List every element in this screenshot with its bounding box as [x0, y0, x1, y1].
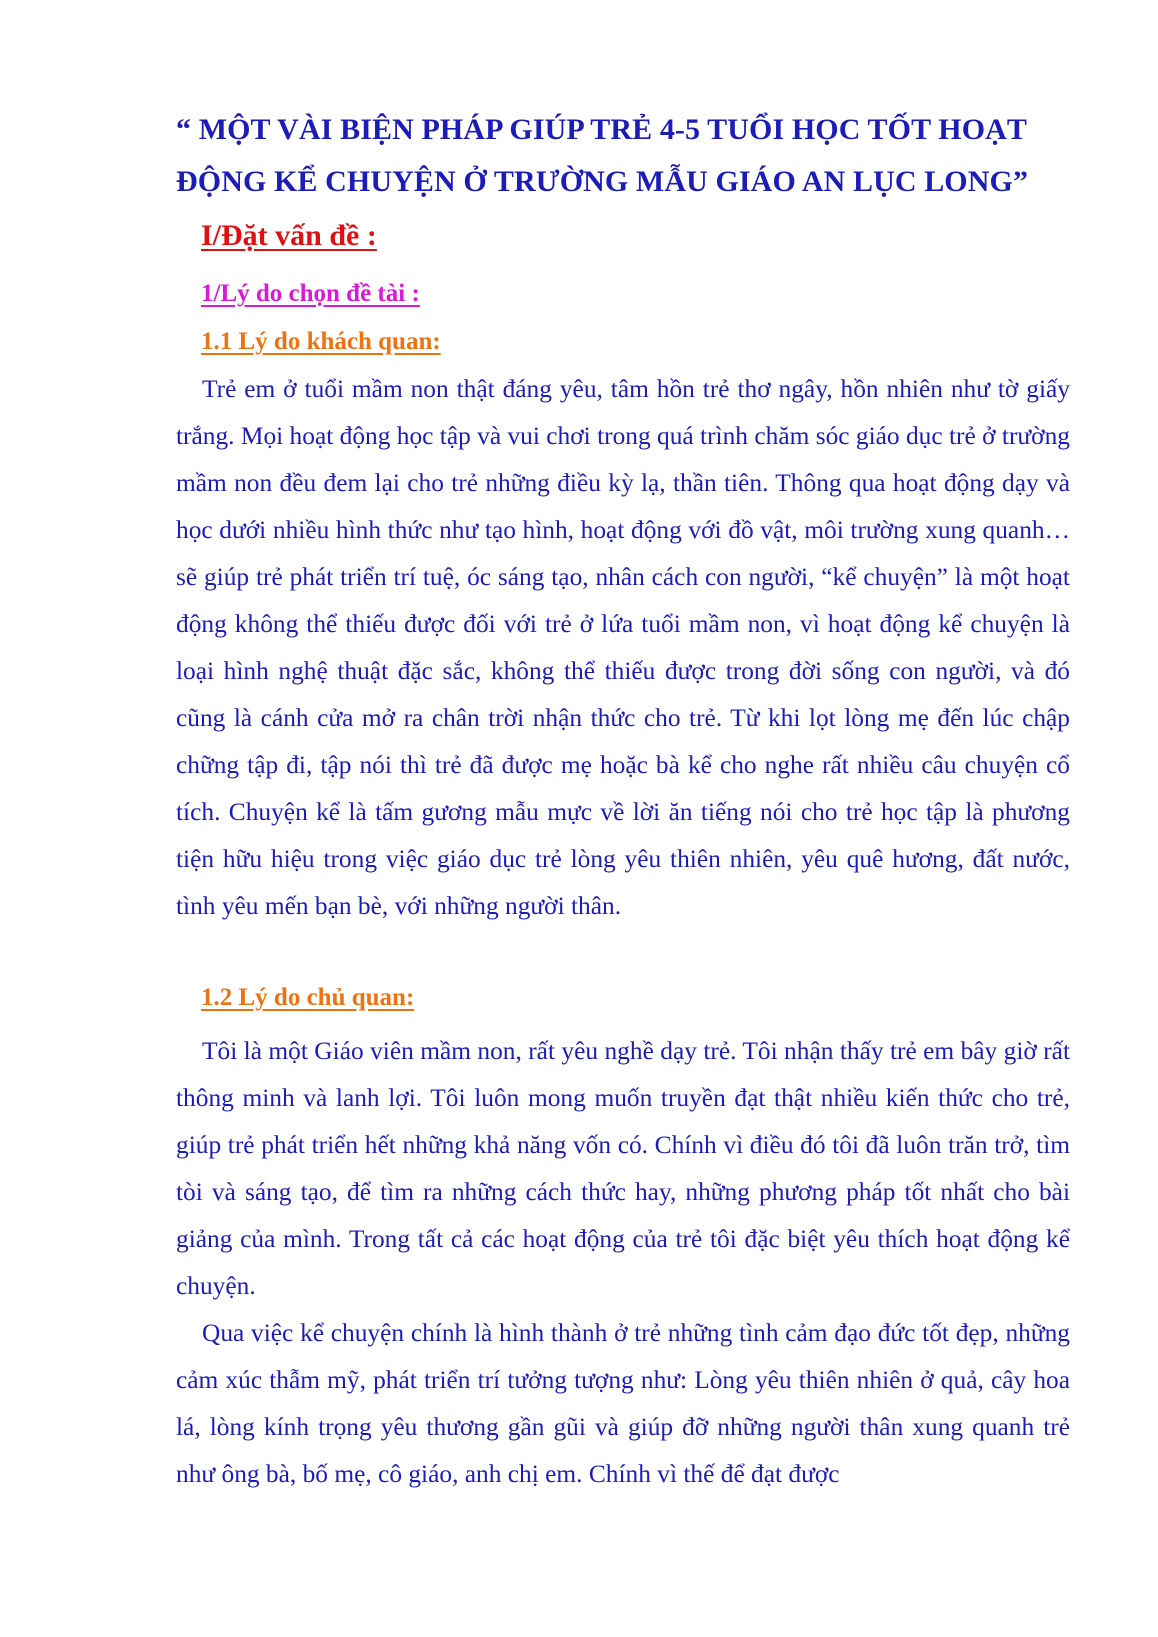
- objective-reason-paragraph: Trẻ em ở tuổi mầm non thật đáng yêu, tâm hồn trẻ thơ ngây, hồn nhiên như tờ giấy trắng. Mọi hoạt động học tập và vui chơi trong quá trình chăm sóc giáo dục trẻ ở trường mầm non đều đem lại cho trẻ những điều kỳ lạ, thần tiên. Thông qua hoạt động dạy và học dưới nhiều hình thức như tạo hình, hoạt động với đồ vật, môi trường xung quanh… sẽ giúp trẻ phát triển trí tuệ, óc sáng tạo, nhân cách con người, “kể chuyện” là một hoạt động không thể thiếu được đối với trẻ ở lứa tuổi mầm non, vì hoạt động kể chuyện là loại hình nghệ thuật đặc sắc, không thể thiếu được trong đời sống con người, và đó cũng là cánh cửa mở ra chân trời nhận thức cho trẻ. Từ khi lọt lòng mẹ đến lúc chập chững tập đi, tập nói thì trẻ đã được mẹ hoặc bà kể cho nghe rất nhiều câu chuyện cổ tích. Chuyện kể là tấm gương mẫu mực về lời ăn tiếng nói cho trẻ học tập là phương tiện hữu hiệu trong việc giáo dục trẻ lòng yêu thiên nhiên, yêu quê hương, đất nước, tình yêu mến bạn bè, với những người thân.: [176, 375, 1070, 920]
- document-title: [176, 104, 1076, 208]
- subsection-heading: 1/Lý do chọn đề tài :: [201, 280, 420, 307]
- section-heading: I/Đặt vấn đề :: [201, 219, 377, 252]
- objective-reason-heading: 1.1 Lý do khách quan:: [201, 328, 441, 355]
- subjective-reason-paragraph-2: Qua việc kể chuyện chính là hình thành ở trẻ những tình cảm đạo đức tốt đẹp, những cảm xúc thẫm mỹ, phát triển trí tưởng tượng như: Lòng yêu thiên nhiên ở quả, cây hoa lá, lòng kính trọng yêu thương gần gũi và giúp đỡ những người thân xung quanh trẻ như ông bà, bố mẹ, cô giáo, anh chị em. Chính vì thế để đạt được: [176, 1319, 1070, 1488]
- subjective-reason-paragraph-1: Tôi là một Giáo viên mầm non, rất yêu nghề dạy trẻ. Tôi nhận thấy trẻ em bây giờ rất thông minh và lanh lợi. Tôi luôn mong muốn truyền đạt thật nhiều kiến thức cho trẻ, giúp trẻ phát triển hết những khả năng vốn có. Chính vì điều đó tôi đã luôn trăn trở, tìm tòi và sáng tạo, để tìm ra những cách thức hay, những phương pháp tốt nhất cho bài giảng của mình. Trong tất cả các hoạt động của trẻ tôi đặc biệt yêu thích hoạt động kể chuyện.: [176, 1037, 1070, 1300]
- subjective-reason-heading: 1.2 Lý do chủ quan:: [201, 984, 415, 1011]
- title-line-1: “ MỘT VÀI BIỆN PHÁP GIÚP TRẺ 4-5 TUỔI HỌC TỐT HOẠT: [176, 113, 1028, 146]
- title-line-2: ĐỘNG KỂ CHUYỆN Ở TRƯỜNG MẪU GIÁO AN LỤC LONG”: [176, 165, 1029, 198]
